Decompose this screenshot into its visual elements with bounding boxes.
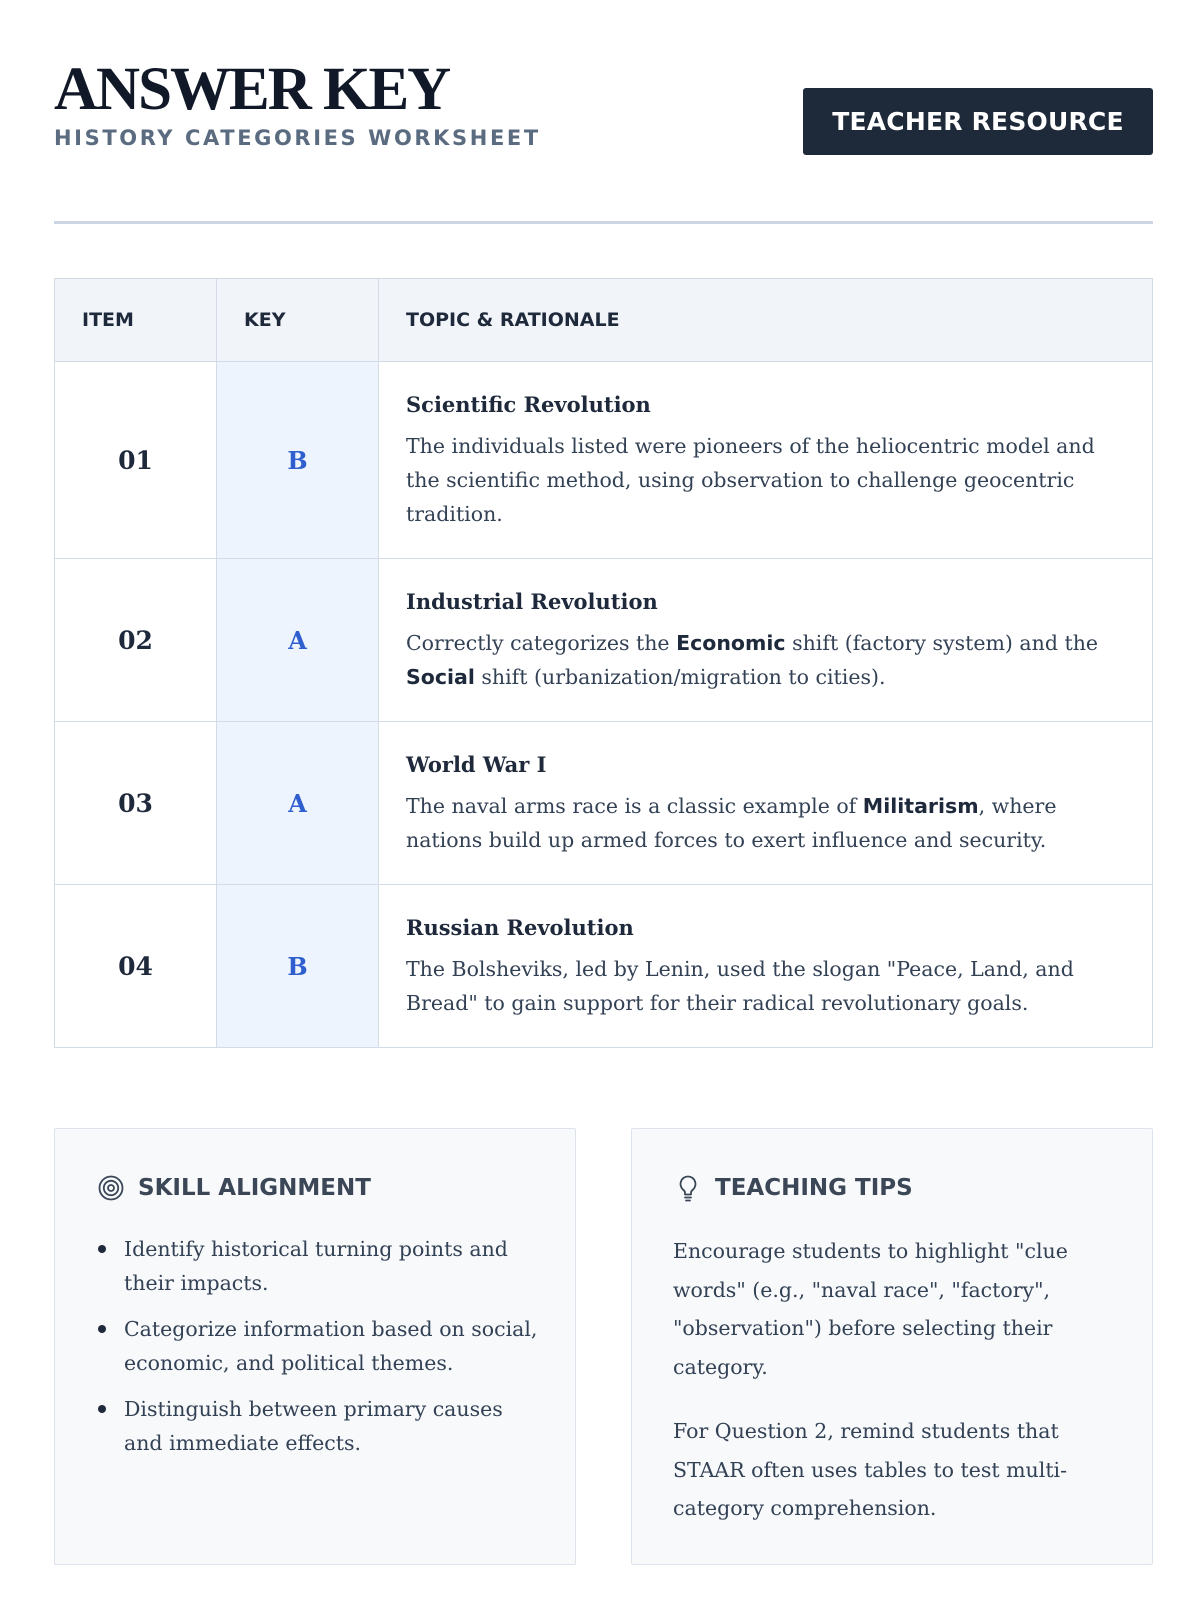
rationale-emphasis: Social — [406, 664, 475, 689]
rationale-emphasis: Economic — [676, 630, 786, 655]
teaching-tips-heading: TEACHING TIPS — [715, 1175, 913, 1201]
skill-text: Identify historical turning points and their impacts. — [124, 1237, 508, 1295]
teaching-tips-header — [674, 1170, 913, 1206]
teaching-tip-paragraph: For Question 2, remind students that STAAR often uses tables to test multi-category comprehension. — [673, 1419, 1068, 1520]
column-header-topic: TOPIC & RATIONALE — [379, 279, 1153, 362]
teaching-tips-card — [631, 1128, 1153, 1565]
answer-key: A — [217, 722, 379, 885]
skill-list-item — [97, 1312, 547, 1380]
skill-list-item — [97, 1232, 547, 1300]
skill-text: Distinguish between primary causes and immediate effects. — [124, 1397, 503, 1455]
teaching-tips-body — [673, 1232, 1123, 1554]
skill-text: Categorize information based on social, economic, and political themes. — [124, 1317, 538, 1375]
rationale-text: The individuals listed were pioneers of the heliocentric model and the scientific method, using observation to challenge geocentric tradition. — [406, 433, 1095, 526]
bullet-icon — [98, 1405, 106, 1413]
skill-list-item — [97, 1392, 547, 1460]
table-row — [55, 885, 1153, 1048]
topic-rationale — [406, 952, 1108, 1020]
skill-alignment-card — [54, 1128, 576, 1565]
topic-title: Scientific Revolution — [406, 391, 651, 417]
answer-key: A — [217, 559, 379, 722]
topic-cell — [379, 885, 1153, 1048]
rationale-text: The Bolsheviks, led by Lenin, used the slogan "Peace, Land, and Bread" to gain support for their radical revolutionary goals. — [406, 956, 1074, 1015]
rationale-emphasis: Militarism — [862, 793, 979, 818]
teaching-tip-paragraph: Encourage students to highlight "clue words" (e.g., "naval race", "factory", "observation") before selecting their category. — [673, 1239, 1068, 1379]
topic-title: Industrial Revolution — [406, 588, 658, 614]
skill-list — [97, 1232, 547, 1472]
rationale-text: shift (factory system) and the — [785, 630, 1099, 655]
topic-rationale — [406, 789, 1108, 857]
column-header-key: KEY — [217, 279, 379, 362]
item-number: 03 — [55, 722, 217, 885]
item-number: 02 — [55, 559, 217, 722]
topic-rationale — [406, 429, 1108, 531]
teacher-resource-badge: TEACHER RESOURCE — [803, 88, 1153, 155]
page-subtitle: HISTORY CATEGORIES WORKSHEET — [54, 126, 541, 150]
lightbulb-icon — [674, 1174, 702, 1202]
topic-title: World War I — [406, 751, 547, 777]
skill-alignment-heading: SKILL ALIGNMENT — [138, 1175, 371, 1201]
item-number: 04 — [55, 885, 217, 1048]
rationale-text: shift (urbanization/migration to cities). — [474, 664, 886, 689]
rationale-text: Correctly categorizes the — [406, 630, 677, 655]
page-title: ANSWER KEY — [54, 56, 450, 123]
bullet-icon — [98, 1325, 106, 1333]
column-header-item: ITEM — [55, 279, 217, 362]
header-divider — [54, 221, 1153, 224]
skill-alignment-header — [97, 1170, 371, 1206]
topic-rationale — [406, 626, 1108, 694]
bullet-icon — [98, 1245, 106, 1253]
answer-key-table — [54, 278, 1153, 1048]
table-header-row — [55, 279, 1153, 362]
answer-key: B — [217, 885, 379, 1048]
rationale-text: , where nations build up armed forces to exert influence and security. — [406, 793, 1057, 852]
table-row — [55, 722, 1153, 885]
topic-cell — [379, 559, 1153, 722]
topic-cell — [379, 362, 1153, 559]
target-icon — [97, 1174, 125, 1202]
rationale-text: The naval arms race is a classic example of — [406, 793, 863, 818]
table-row — [55, 559, 1153, 722]
topic-title: Russian Revolution — [406, 914, 634, 940]
answer-key: B — [217, 362, 379, 559]
item-number: 01 — [55, 362, 217, 559]
topic-cell — [379, 722, 1153, 885]
table-row — [55, 362, 1153, 559]
